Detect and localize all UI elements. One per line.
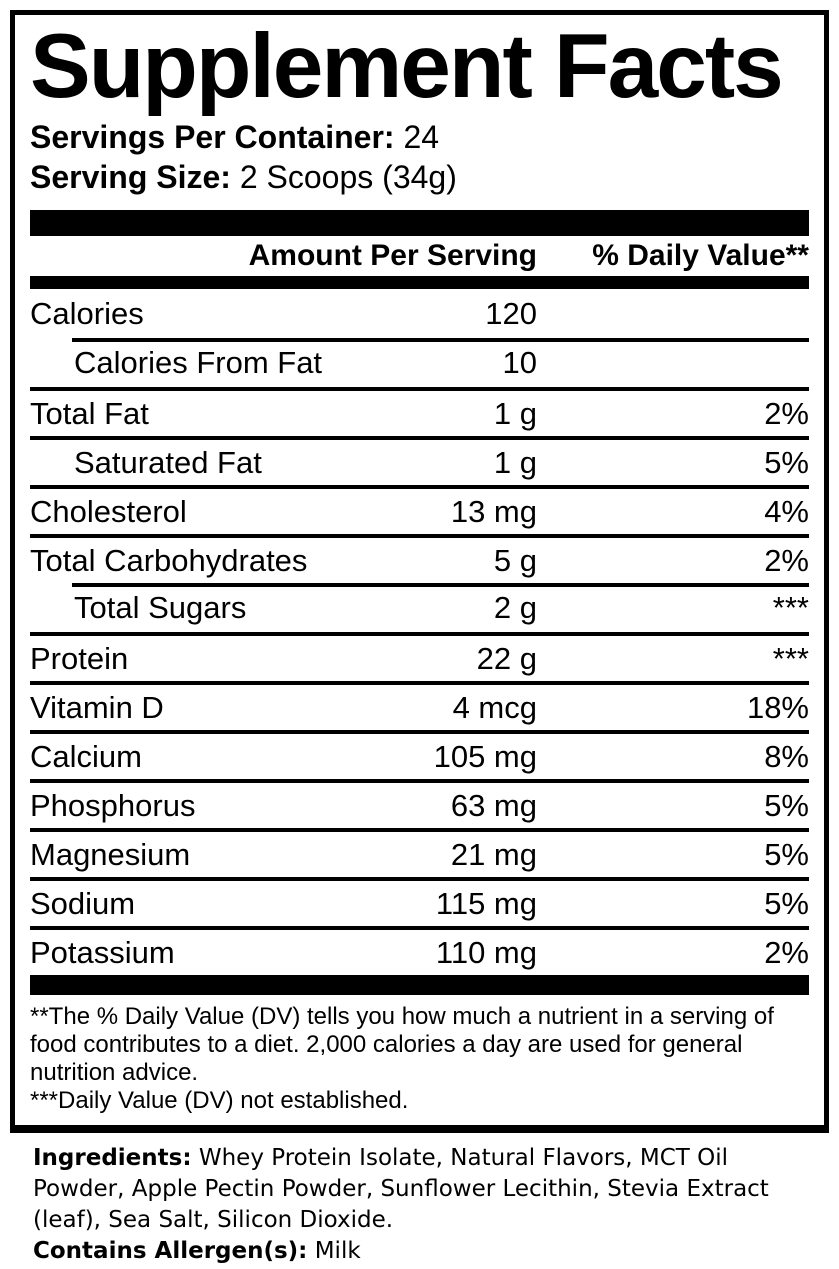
nutrient-amount: 1 g (493, 444, 537, 480)
nutrient-amount: 21 mg (450, 836, 537, 872)
ingredients-section (33, 1143, 815, 1267)
table-header (30, 236, 809, 276)
supplement-facts-panel (10, 10, 829, 1133)
nutrient-daily-value: 2% (764, 542, 809, 578)
footnotes (30, 1003, 809, 1115)
nutrient-amount: 2 g (493, 589, 537, 625)
nutrient-row (30, 338, 809, 387)
separator-bar-header (30, 276, 809, 289)
nutrient-name: Sodium (30, 885, 136, 921)
nutrient-amount: 5 g (493, 542, 537, 578)
nutrient-amount: 22 g (476, 640, 537, 676)
nutrient-name: Protein (30, 640, 129, 676)
nutrient-row (30, 926, 809, 975)
amount-per-serving-header: Amount Per Serving (248, 239, 537, 273)
nutrient-name: Potassium (30, 934, 175, 970)
nutrient-daily-value: *** (772, 640, 809, 676)
nutrient-row (30, 534, 809, 583)
allergen-line (33, 1236, 815, 1267)
nutrient-name: Calcium (30, 738, 142, 774)
serving-size-label: Serving Size: (30, 159, 231, 196)
servings-per-container-value: 24 (403, 119, 440, 156)
separator-bar-top (30, 210, 809, 236)
nutrient-row (30, 681, 809, 730)
nutrient-amount: 115 mg (435, 885, 537, 921)
nutrient-amount: 1 g (493, 395, 537, 431)
nutrient-daily-value: 5% (764, 444, 809, 480)
nutrient-amount: 4 mcg (452, 689, 537, 725)
ingredients-label: Ingredients: (33, 1145, 192, 1171)
nutrient-row (30, 730, 809, 779)
nutrient-row (30, 828, 809, 877)
nutrient-row (30, 779, 809, 828)
allergen-label: Contains Allergen(s): (33, 1238, 308, 1264)
nutrient-amount: 120 (485, 295, 537, 331)
nutrient-name: Total Fat (30, 395, 149, 431)
nutrient-amount: 105 mg (433, 738, 537, 774)
nutrient-daily-value: 2% (764, 395, 809, 431)
nutrient-amount: 10 (502, 344, 537, 380)
daily-value-footnote: **The % Daily Value (DV) tells you how much a nutrient in a serving of food contributes to a diet. 2,000 calories a day are used for general nutrition advice. (30, 1003, 774, 1087)
nutrient-daily-value: 18% (746, 689, 809, 725)
nutrient-row (30, 485, 809, 534)
nutrient-name: Phosphorus (30, 787, 196, 823)
nutrient-row (30, 583, 809, 632)
nutrient-name: Cholesterol (30, 493, 187, 529)
serving-size-value: 2 Scoops (34g) (239, 159, 457, 196)
separator-bar-bottom (30, 975, 809, 995)
nutrient-name: Total Sugars (74, 589, 247, 625)
nutrient-daily-value: *** (772, 589, 809, 625)
nutrient-daily-value: 8% (764, 738, 809, 774)
servings-per-container-label: Servings Per Container: (30, 119, 395, 156)
nutrient-row (30, 289, 809, 338)
ingredients-line (33, 1143, 815, 1236)
nutrient-amount: 110 mg (435, 934, 537, 970)
nutrient-daily-value: 5% (764, 787, 809, 823)
nutrient-table (30, 289, 809, 975)
nutrient-name: Calories (30, 295, 144, 331)
nutrient-daily-value: 5% (764, 885, 809, 921)
nutrient-row (30, 436, 809, 485)
nutrient-name: Calories From Fat (74, 344, 323, 380)
nutrient-daily-value: 2% (764, 934, 809, 970)
nutrient-daily-value: 4% (764, 493, 809, 529)
nutrient-name: Magnesium (30, 836, 191, 872)
nutrient-row (30, 632, 809, 681)
daily-value-header: % Daily Value** (592, 239, 809, 273)
not-established-footnote: ***Daily Value (DV) not established. (30, 1087, 409, 1115)
nutrient-amount: 63 mg (450, 787, 537, 823)
nutrient-row (30, 877, 809, 926)
servings-per-container-line (30, 117, 809, 157)
nutrient-name: Total Carbohydrates (30, 542, 308, 578)
nutrient-amount: 13 mg (450, 493, 537, 529)
nutrient-name: Vitamin D (30, 689, 164, 725)
allergen-value: Milk (314, 1238, 361, 1264)
serving-info (30, 117, 809, 197)
nutrient-daily-value: 5% (764, 836, 809, 872)
nutrient-row (30, 387, 809, 436)
nutrient-name: Saturated Fat (74, 444, 262, 480)
panel-title: Supplement Facts (30, 16, 782, 117)
serving-size-line (30, 157, 809, 197)
ingredients-text: Whey Protein Isolate, Natural Flavors, MCT Oil Powder, Apple Pectin Powder, Sunflower Lecithin, Stevia Extract (leaf), Sea Salt, Silicon Dioxide. (33, 1145, 769, 1233)
